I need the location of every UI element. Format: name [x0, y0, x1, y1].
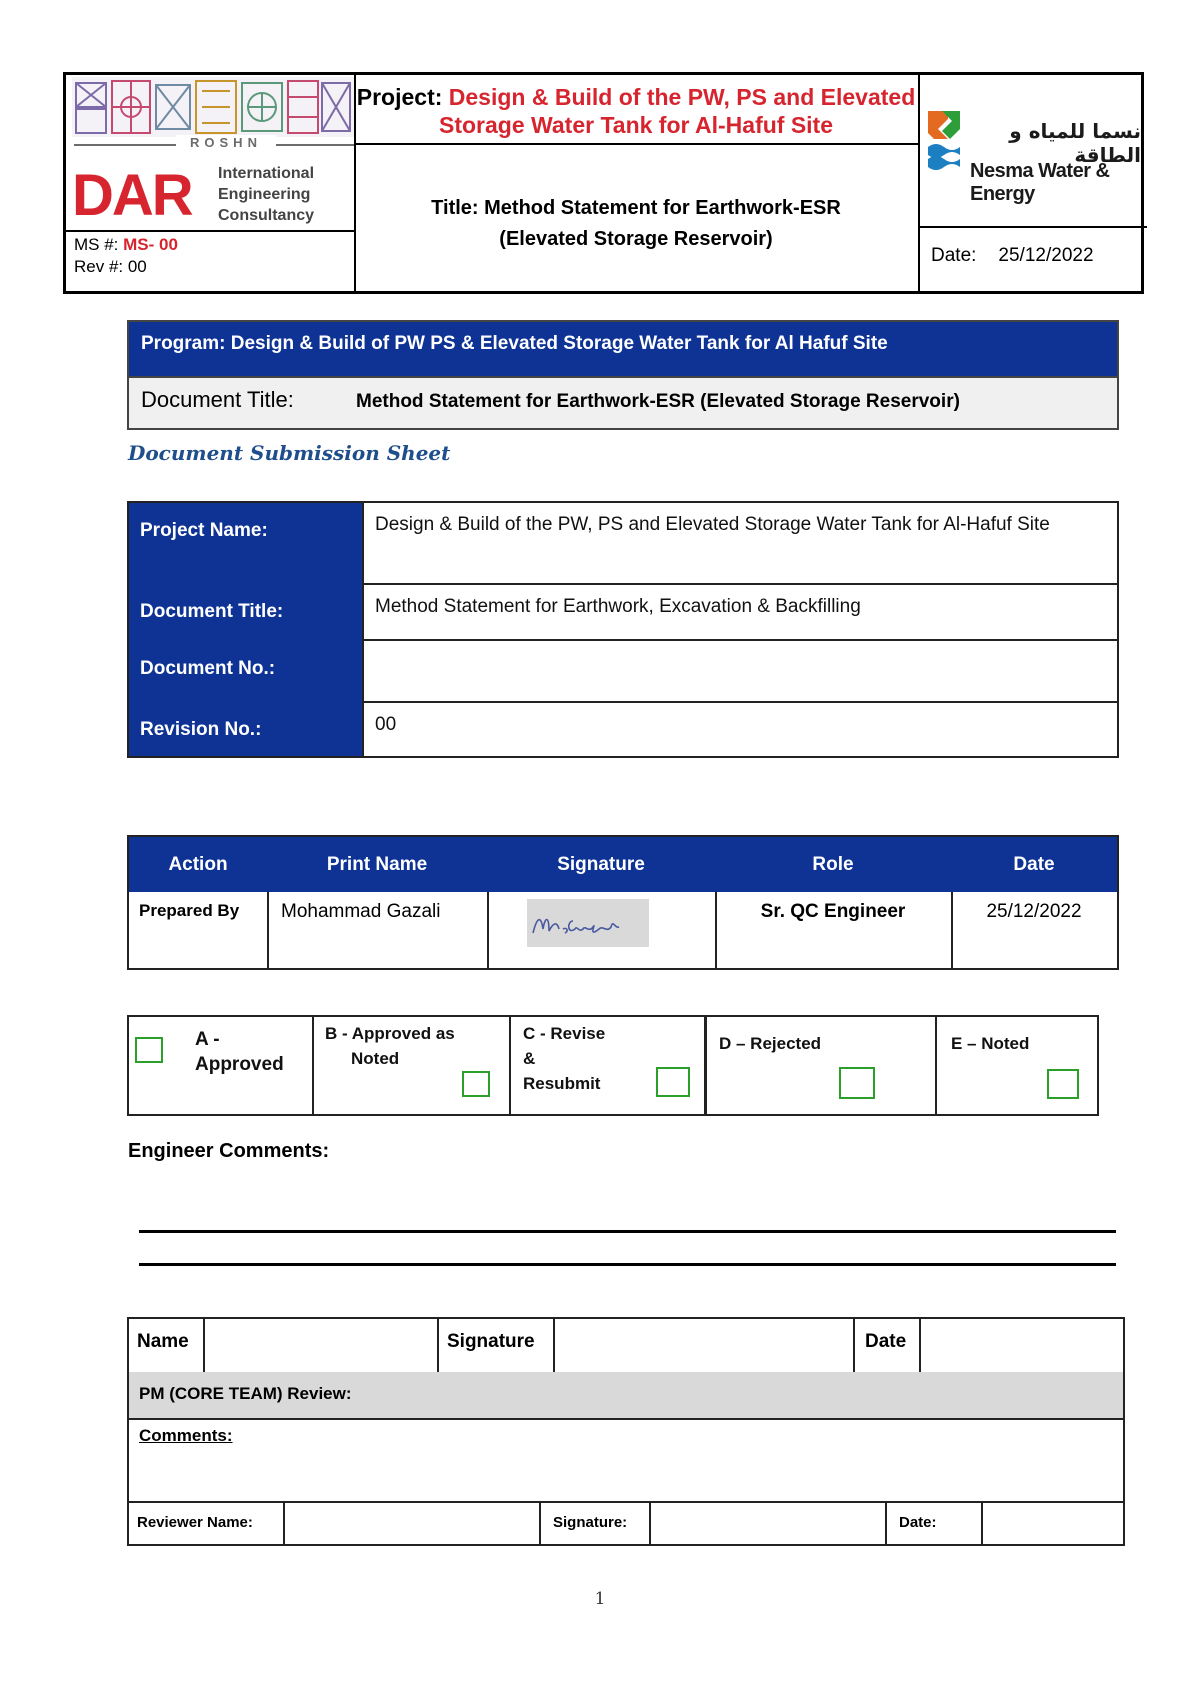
submission-sheet-heading: Document Submission Sheet — [128, 441, 451, 465]
document-title-value: Method Statement for Earthwork, Excavation & Backfilling — [362, 585, 1117, 639]
document-no-label: Document No.: — [140, 658, 276, 679]
signature-icon — [527, 899, 649, 947]
date-label: Date — [865, 1331, 907, 1352]
document-no-value — [362, 641, 1117, 701]
revision-no-value: 00 — [362, 703, 1117, 756]
row-print-name: Mohammad Gazali — [281, 901, 441, 922]
column-header-action: Action — [168, 854, 228, 875]
option-approved: A - Approved — [195, 1029, 284, 1075]
nesma-logo-arabic: نسما للمياه و الطاقة — [1009, 119, 1141, 167]
option-noted: E – Noted — [951, 1034, 1030, 1053]
row-date: 25/12/2022 — [986, 901, 1082, 922]
project-name-label: Project Name: — [140, 520, 268, 541]
reviewer-date-label: Date: — [899, 1514, 937, 1531]
checkbox-approved-as-noted[interactable] — [462, 1071, 490, 1097]
column-divider — [704, 1017, 707, 1114]
program-document-title-row: Document Title: Method Statement for Earthwork-ESR (Elevated Storage Reservoir) — [129, 376, 1117, 428]
column-divider — [509, 1017, 511, 1114]
column-divider — [437, 1319, 439, 1372]
nesma-logo-icon — [924, 105, 964, 175]
comment-line[interactable] — [139, 1230, 1116, 1233]
column-divider — [312, 1017, 314, 1114]
comments-label: Comments: — [139, 1426, 233, 1445]
column-divider — [853, 1319, 855, 1372]
project-name-value: Design & Build of the PW, PS and Elevated Storage Water Tank for Al-Hafuf Site — [362, 503, 1117, 583]
project-info-table — [127, 501, 1119, 758]
header-divider — [354, 143, 918, 145]
comment-line[interactable] — [139, 1263, 1116, 1266]
option-approved-as-noted: B - Approved as Noted — [325, 1024, 455, 1068]
pm-review-label: PM (CORE TEAM) Review: — [139, 1384, 352, 1403]
signature-image — [527, 899, 649, 947]
column-divider — [935, 1017, 937, 1114]
document-title-label: Document Title: — [140, 601, 284, 622]
reviewer-name-field[interactable] — [285, 1503, 537, 1543]
column-divider — [885, 1501, 887, 1544]
rev-number: Rev #: 00 — [74, 257, 147, 276]
row-role: Sr. QC Engineer — [760, 901, 906, 922]
column-divider — [267, 892, 269, 968]
nesma-logo-english: Nesma Water & Energy — [970, 160, 1110, 205]
dar-logo-subtitle: International Engineering Consultancy — [218, 165, 315, 224]
date-field[interactable] — [921, 1321, 1121, 1370]
checkbox-rejected[interactable] — [839, 1067, 875, 1099]
dar-logo: DAR — [72, 163, 192, 228]
row-divider — [129, 1418, 1123, 1420]
header-divider — [918, 75, 920, 291]
roshn-logo-text: ROSHN — [176, 135, 276, 150]
approval-status-table — [127, 1015, 1099, 1116]
header-divider — [66, 230, 354, 232]
checkbox-noted[interactable] — [1047, 1069, 1079, 1099]
column-header-role: Role — [812, 854, 854, 875]
reviewer-date-field[interactable] — [983, 1503, 1121, 1543]
roshn-pattern-logo — [72, 77, 354, 137]
reviewer-signature-label: Signature: — [553, 1514, 628, 1531]
header-divider — [918, 226, 1147, 228]
option-rejected: D – Rejected — [719, 1034, 822, 1053]
program-table — [127, 320, 1119, 430]
column-header-print-name: Print Name — [326, 854, 428, 875]
action-table — [127, 835, 1119, 970]
engineer-comments-label: Engineer Comments: — [128, 1140, 330, 1162]
column-header-signature: Signature — [557, 854, 645, 875]
header-document-title: Title: Method Statement for Earthwork-ESR (Elevated Storage Reservoir) — [431, 197, 841, 250]
row-divider — [129, 1501, 1123, 1503]
option-revise-resubmit: C - Revise & Resubmit — [523, 1024, 606, 1093]
name-label: Name — [137, 1331, 189, 1352]
program-title: Program: Design & Build of PW PS & Elevated Storage Water Tank for Al Hafuf Site — [129, 322, 1117, 376]
signature-field[interactable] — [555, 1321, 851, 1370]
revision-no-label: Revision No.: — [140, 719, 262, 740]
document-header — [63, 72, 1144, 294]
comments-field[interactable] — [131, 1451, 1121, 1501]
review-table — [127, 1317, 1125, 1546]
page-number: 1 — [594, 1589, 606, 1609]
name-field[interactable] — [205, 1321, 435, 1370]
ms-number: MS #: MS- 00 Rev #: 00 — [74, 235, 178, 276]
signature-label: Signature — [447, 1331, 535, 1352]
row-action: Prepared By — [139, 901, 240, 920]
header-date: Date: 25/12/2022 — [931, 245, 1094, 266]
checkbox-approved[interactable] — [135, 1037, 163, 1063]
column-divider — [539, 1501, 541, 1544]
column-divider — [487, 892, 489, 968]
reviewer-signature-field[interactable] — [651, 1503, 883, 1543]
reviewer-name-label: Reviewer Name: — [137, 1514, 253, 1531]
checkbox-revise-resubmit[interactable] — [656, 1067, 690, 1097]
project-title: Project: Design & Build of the PW, PS and Elevated Storage Water Tank for Al-Hafuf Site — [356, 84, 916, 138]
column-header-date: Date — [1013, 854, 1055, 875]
